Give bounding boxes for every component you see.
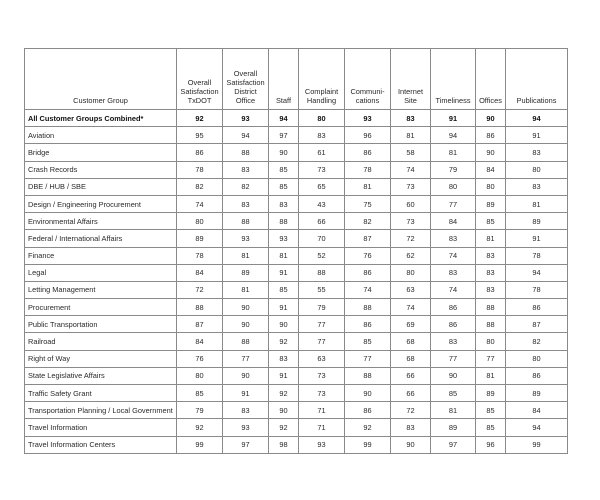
- cell-staff: 91: [269, 299, 299, 316]
- cell-publications: 78: [506, 281, 568, 298]
- cell-overall-txdot: 88: [177, 299, 223, 316]
- cell-internet-site: 74: [391, 299, 431, 316]
- cell-internet-site: 80: [391, 264, 431, 281]
- row-label: Traffic Safety Grant: [25, 385, 177, 402]
- cell-complaint-handling: 73: [299, 367, 345, 384]
- cell-staff: 97: [269, 127, 299, 144]
- table-row: [25, 144, 568, 161]
- table-row: [25, 333, 568, 350]
- cell-complaint-handling: 71: [299, 419, 345, 436]
- cell-internet-site: 83: [391, 419, 431, 436]
- table-row: [25, 385, 568, 402]
- cell-internet-site: 74: [391, 161, 431, 178]
- cell-communications: 88: [345, 367, 391, 384]
- cell-communications: 86: [345, 316, 391, 333]
- cell-overall-district: 83: [223, 402, 269, 419]
- cell-overall-txdot: 87: [177, 316, 223, 333]
- cell-overall-txdot: 78: [177, 247, 223, 264]
- cell-timeliness: 81: [431, 144, 476, 161]
- cell-internet-site: 66: [391, 385, 431, 402]
- cell-communications: 88: [345, 299, 391, 316]
- cell-overall-txdot: 76: [177, 350, 223, 367]
- table-row: [25, 230, 568, 247]
- cell-complaint-handling: 73: [299, 161, 345, 178]
- cell-offices: 80: [476, 333, 506, 350]
- cell-internet-site: 73: [391, 178, 431, 195]
- cell-timeliness: 89: [431, 419, 476, 436]
- cell-timeliness: 74: [431, 281, 476, 298]
- cell-offices: 86: [476, 127, 506, 144]
- cell-publications: 80: [506, 161, 568, 178]
- cell-staff: 92: [269, 385, 299, 402]
- cell-offices: 88: [476, 299, 506, 316]
- cell-publications: 80: [506, 350, 568, 367]
- cell-internet-site: 81: [391, 127, 431, 144]
- cell-offices: 81: [476, 367, 506, 384]
- cell-publications: 87: [506, 316, 568, 333]
- cell-timeliness: 79: [431, 161, 476, 178]
- cell-overall-txdot: 80: [177, 213, 223, 230]
- cell-overall-district: 93: [223, 110, 269, 127]
- cell-offices: 88: [476, 316, 506, 333]
- cell-offices: 83: [476, 247, 506, 264]
- table-row: [25, 247, 568, 264]
- cell-overall-district: 83: [223, 161, 269, 178]
- table-body: [25, 110, 568, 454]
- cell-staff: 85: [269, 281, 299, 298]
- row-label: Travel Information: [25, 419, 177, 436]
- cell-timeliness: 94: [431, 127, 476, 144]
- cell-staff: 85: [269, 178, 299, 195]
- cell-complaint-handling: 73: [299, 385, 345, 402]
- cell-overall-district: 88: [223, 333, 269, 350]
- header-overall-district: Overall Satisfaction District Office: [223, 49, 269, 110]
- table-row: [25, 419, 568, 436]
- table-row: [25, 178, 568, 195]
- cell-overall-district: 77: [223, 350, 269, 367]
- cell-staff: 91: [269, 367, 299, 384]
- cell-timeliness: 83: [431, 230, 476, 247]
- cell-complaint-handling: 43: [299, 195, 345, 212]
- cell-timeliness: 86: [431, 316, 476, 333]
- cell-overall-district: 88: [223, 144, 269, 161]
- cell-overall-district: 90: [223, 367, 269, 384]
- cell-staff: 90: [269, 402, 299, 419]
- cell-overall-txdot: 89: [177, 230, 223, 247]
- cell-publications: 86: [506, 299, 568, 316]
- cell-internet-site: 63: [391, 281, 431, 298]
- cell-complaint-handling: 88: [299, 264, 345, 281]
- header-communications: Communi- cations: [345, 49, 391, 110]
- cell-offices: 90: [476, 144, 506, 161]
- cell-overall-txdot: 82: [177, 178, 223, 195]
- satisfaction-table: [24, 48, 568, 454]
- cell-offices: 81: [476, 230, 506, 247]
- row-label: Procurement: [25, 299, 177, 316]
- cell-staff: 92: [269, 333, 299, 350]
- cell-complaint-handling: 63: [299, 350, 345, 367]
- cell-timeliness: 77: [431, 350, 476, 367]
- row-label: Bridge: [25, 144, 177, 161]
- row-label: Railroad: [25, 333, 177, 350]
- cell-communications: 74: [345, 281, 391, 298]
- cell-timeliness: 86: [431, 299, 476, 316]
- cell-overall-txdot: 99: [177, 436, 223, 453]
- row-label: Environmental Affairs: [25, 213, 177, 230]
- cell-publications: 91: [506, 127, 568, 144]
- cell-timeliness: 85: [431, 385, 476, 402]
- header-complaint-handling: Complaint Handling: [299, 49, 345, 110]
- cell-staff: 91: [269, 264, 299, 281]
- table-row: [25, 316, 568, 333]
- cell-complaint-handling: 80: [299, 110, 345, 127]
- row-label: Design / Engineering Procurement: [25, 195, 177, 212]
- table-row: [25, 161, 568, 178]
- cell-publications: 99: [506, 436, 568, 453]
- cell-communications: 93: [345, 110, 391, 127]
- cell-publications: 91: [506, 230, 568, 247]
- cell-timeliness: 90: [431, 367, 476, 384]
- row-label: Crash Records: [25, 161, 177, 178]
- cell-communications: 99: [345, 436, 391, 453]
- cell-communications: 86: [345, 264, 391, 281]
- cell-overall-txdot: 92: [177, 419, 223, 436]
- cell-communications: 75: [345, 195, 391, 212]
- cell-internet-site: 73: [391, 213, 431, 230]
- cell-internet-site: 66: [391, 367, 431, 384]
- cell-timeliness: 77: [431, 195, 476, 212]
- cell-overall-txdot: 95: [177, 127, 223, 144]
- row-label: Public Transportation: [25, 316, 177, 333]
- cell-staff: 93: [269, 230, 299, 247]
- cell-overall-district: 90: [223, 316, 269, 333]
- cell-offices: 85: [476, 402, 506, 419]
- cell-staff: 85: [269, 161, 299, 178]
- cell-overall-district: 82: [223, 178, 269, 195]
- cell-timeliness: 81: [431, 402, 476, 419]
- header-customer-group: Customer Group: [25, 49, 177, 110]
- cell-overall-txdot: 84: [177, 264, 223, 281]
- cell-timeliness: 83: [431, 264, 476, 281]
- cell-offices: 80: [476, 178, 506, 195]
- cell-complaint-handling: 52: [299, 247, 345, 264]
- cell-overall-district: 90: [223, 299, 269, 316]
- cell-internet-site: 72: [391, 230, 431, 247]
- header-staff: Staff: [269, 49, 299, 110]
- cell-internet-site: 68: [391, 333, 431, 350]
- header-internet-site: Internet Site: [391, 49, 431, 110]
- header-timeliness: Timeliness: [431, 49, 476, 110]
- cell-publications: 89: [506, 385, 568, 402]
- cell-overall-district: 97: [223, 436, 269, 453]
- cell-overall-txdot: 86: [177, 144, 223, 161]
- cell-complaint-handling: 77: [299, 316, 345, 333]
- cell-overall-district: 93: [223, 419, 269, 436]
- cell-communications: 78: [345, 161, 391, 178]
- cell-offices: 90: [476, 110, 506, 127]
- cell-overall-district: 83: [223, 195, 269, 212]
- cell-complaint-handling: 93: [299, 436, 345, 453]
- header-offices: Offices: [476, 49, 506, 110]
- cell-communications: 86: [345, 144, 391, 161]
- cell-timeliness: 84: [431, 213, 476, 230]
- cell-timeliness: 97: [431, 436, 476, 453]
- cell-timeliness: 80: [431, 178, 476, 195]
- table-row: [25, 213, 568, 230]
- table-row: [25, 195, 568, 212]
- cell-internet-site: 69: [391, 316, 431, 333]
- cell-complaint-handling: 71: [299, 402, 345, 419]
- cell-internet-site: 83: [391, 110, 431, 127]
- cell-complaint-handling: 61: [299, 144, 345, 161]
- header-row: [25, 49, 568, 110]
- cell-communications: 86: [345, 402, 391, 419]
- cell-offices: 83: [476, 281, 506, 298]
- cell-staff: 81: [269, 247, 299, 264]
- cell-overall-txdot: 92: [177, 110, 223, 127]
- cell-staff: 90: [269, 316, 299, 333]
- cell-internet-site: 60: [391, 195, 431, 212]
- cell-internet-site: 72: [391, 402, 431, 419]
- cell-offices: 83: [476, 264, 506, 281]
- cell-offices: 85: [476, 213, 506, 230]
- table-row: [25, 127, 568, 144]
- cell-overall-txdot: 80: [177, 367, 223, 384]
- cell-offices: 89: [476, 385, 506, 402]
- cell-overall-txdot: 84: [177, 333, 223, 350]
- cell-publications: 83: [506, 178, 568, 195]
- cell-internet-site: 62: [391, 247, 431, 264]
- cell-communications: 96: [345, 127, 391, 144]
- row-label: Travel Information Centers: [25, 436, 177, 453]
- row-label: Letting Management: [25, 281, 177, 298]
- cell-timeliness: 83: [431, 333, 476, 350]
- cell-publications: 94: [506, 110, 568, 127]
- row-label: Right of Way: [25, 350, 177, 367]
- cell-staff: 94: [269, 110, 299, 127]
- cell-overall-txdot: 74: [177, 195, 223, 212]
- row-label: Legal: [25, 264, 177, 281]
- cell-communications: 77: [345, 350, 391, 367]
- table-row: [25, 281, 568, 298]
- cell-offices: 89: [476, 195, 506, 212]
- cell-staff: 98: [269, 436, 299, 453]
- row-label: Federal / International Affairs: [25, 230, 177, 247]
- cell-publications: 89: [506, 213, 568, 230]
- cell-publications: 83: [506, 144, 568, 161]
- cell-publications: 94: [506, 264, 568, 281]
- row-label: All Customer Groups Combined*: [25, 110, 177, 127]
- cell-staff: 83: [269, 195, 299, 212]
- row-label: Finance: [25, 247, 177, 264]
- table-row: [25, 402, 568, 419]
- cell-offices: 84: [476, 161, 506, 178]
- table-row: [25, 264, 568, 281]
- cell-publications: 94: [506, 419, 568, 436]
- header-overall-txdot: Overall Satisfaction TxDOT: [177, 49, 223, 110]
- cell-overall-txdot: 79: [177, 402, 223, 419]
- header-publications: Publications: [506, 49, 568, 110]
- table-row: [25, 110, 568, 127]
- cell-complaint-handling: 66: [299, 213, 345, 230]
- cell-overall-district: 93: [223, 230, 269, 247]
- cell-complaint-handling: 77: [299, 333, 345, 350]
- cell-offices: 85: [476, 419, 506, 436]
- cell-overall-district: 81: [223, 247, 269, 264]
- row-label: DBE / HUB / SBE: [25, 178, 177, 195]
- cell-complaint-handling: 83: [299, 127, 345, 144]
- cell-staff: 88: [269, 213, 299, 230]
- cell-publications: 81: [506, 195, 568, 212]
- cell-communications: 76: [345, 247, 391, 264]
- cell-communications: 87: [345, 230, 391, 247]
- cell-publications: 84: [506, 402, 568, 419]
- cell-complaint-handling: 79: [299, 299, 345, 316]
- cell-staff: 90: [269, 144, 299, 161]
- cell-complaint-handling: 55: [299, 281, 345, 298]
- table-row: [25, 436, 568, 453]
- cell-overall-txdot: 85: [177, 385, 223, 402]
- row-label: Transportation Planning / Local Government: [25, 402, 177, 419]
- row-label: State Legislative Affairs: [25, 367, 177, 384]
- cell-overall-district: 89: [223, 264, 269, 281]
- cell-publications: 78: [506, 247, 568, 264]
- cell-communications: 90: [345, 385, 391, 402]
- cell-internet-site: 90: [391, 436, 431, 453]
- cell-overall-txdot: 78: [177, 161, 223, 178]
- cell-overall-txdot: 72: [177, 281, 223, 298]
- cell-staff: 92: [269, 419, 299, 436]
- cell-publications: 82: [506, 333, 568, 350]
- cell-communications: 81: [345, 178, 391, 195]
- cell-communications: 92: [345, 419, 391, 436]
- table-row: [25, 350, 568, 367]
- cell-complaint-handling: 70: [299, 230, 345, 247]
- table-row: [25, 299, 568, 316]
- cell-timeliness: 74: [431, 247, 476, 264]
- cell-complaint-handling: 65: [299, 178, 345, 195]
- cell-offices: 77: [476, 350, 506, 367]
- cell-overall-district: 94: [223, 127, 269, 144]
- cell-communications: 85: [345, 333, 391, 350]
- cell-overall-district: 91: [223, 385, 269, 402]
- cell-staff: 83: [269, 350, 299, 367]
- row-label: Aviation: [25, 127, 177, 144]
- cell-internet-site: 58: [391, 144, 431, 161]
- cell-communications: 82: [345, 213, 391, 230]
- cell-overall-district: 81: [223, 281, 269, 298]
- cell-overall-district: 88: [223, 213, 269, 230]
- cell-publications: 86: [506, 367, 568, 384]
- cell-offices: 96: [476, 436, 506, 453]
- cell-internet-site: 68: [391, 350, 431, 367]
- cell-timeliness: 91: [431, 110, 476, 127]
- table-row: [25, 367, 568, 384]
